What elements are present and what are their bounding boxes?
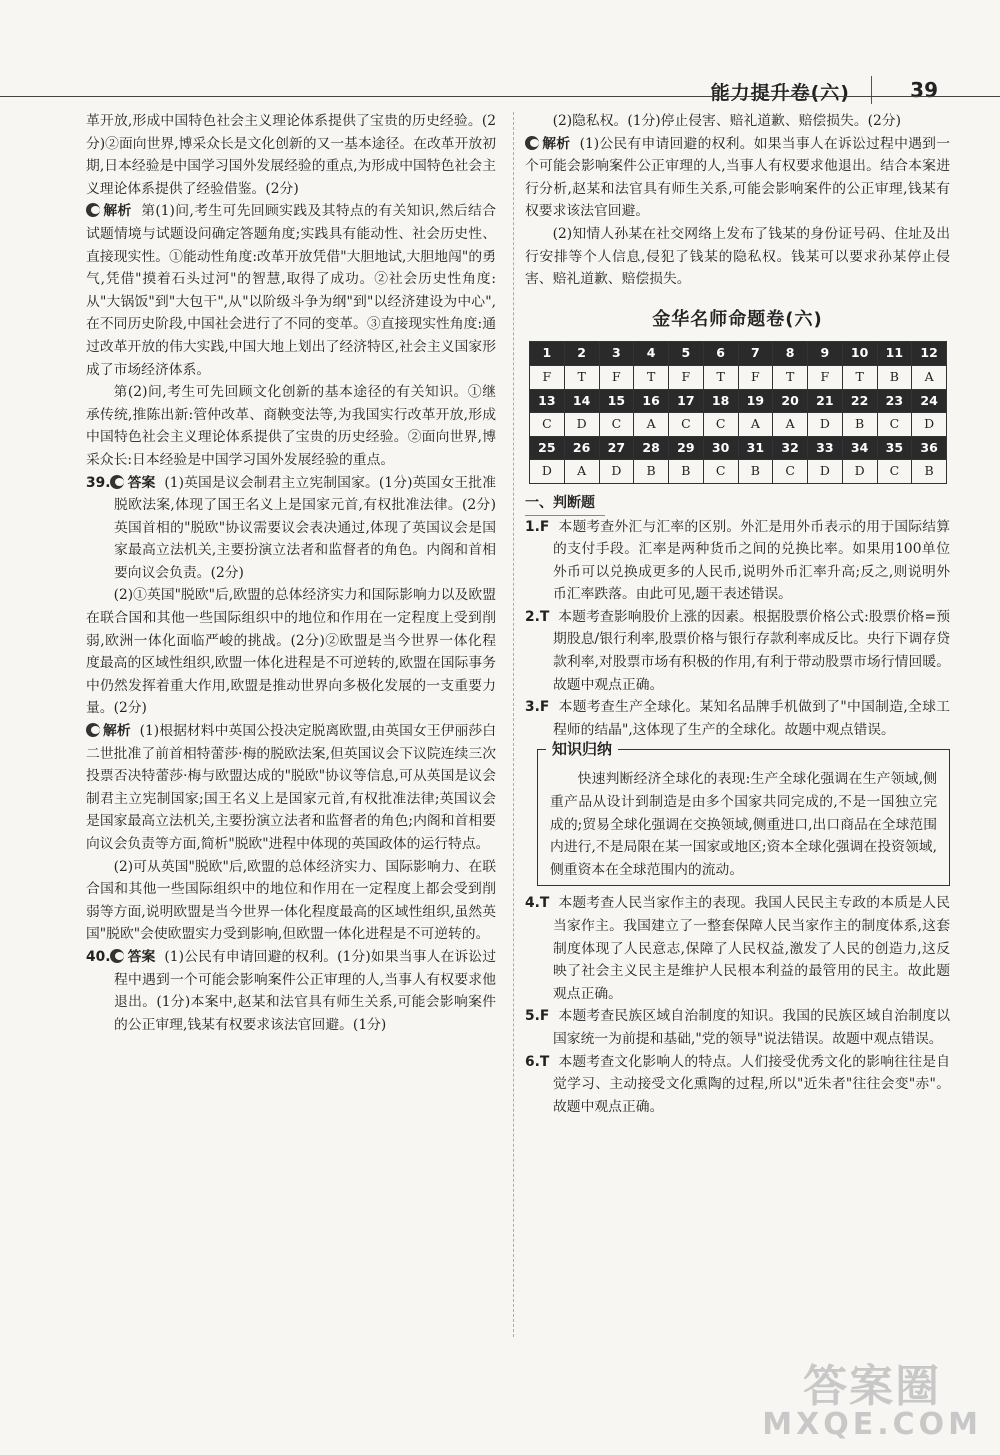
question-39-analysis-1: (1)根据材料中英国公投决定脱离欧盟,由英国女王伊丽莎白二世批准了前首相特蕾莎·梅的脱欧法案,但英国议会下议院连续三次投票否决特蕾莎·梅与欧盟达成的"脱欧"协议等信息,可从英国是议会制君主立宪制国家;国王名义上是国家元首,有权批准法律;英国议会是国家最高立法机关,主要扮演立法者和监督者的角色;内阁和首相要向议会负责等方面,简析"脱欧"进程中体现的英国政体的运行特点。 (86, 723, 496, 852)
answer-key-value: C (599, 413, 634, 437)
answer-key-value: T (564, 365, 599, 389)
answer-key-value: A (912, 365, 947, 389)
answer-key-value: B (912, 460, 947, 484)
answer-key-number: 3 (599, 342, 634, 366)
answer-key-number: 22 (842, 389, 877, 413)
answer-key-value: B (669, 460, 704, 484)
knowledge-summary-box (537, 740, 950, 886)
answer-key-value: T (773, 365, 808, 389)
answer-key-value: A (634, 413, 669, 437)
analysis-icon (86, 203, 100, 217)
item-6 (525, 1051, 950, 1119)
question-39-analysis-2: (2)可从英国"脱欧"后,欧盟的总体经济实力、国际影响力、在联合国和其他一些国际组织中的地位和作用在一定程度上都会受到削弱等方面,说明欧盟是当今世界一体化程度最高的区域性组织,虽然英国"脱欧"会使欧盟实力受到影响,但欧盟一体化进程是不可逆转的。 (86, 858, 496, 943)
answer-key-value: D (599, 460, 634, 484)
answer-key-number: 17 (669, 389, 704, 413)
answer-key-value: T (634, 365, 669, 389)
knowledge-summary-text: 快速判断经济全球化的表现:生产全球化强调在生产领域,侧重产品从设计到制造是由多个国家共同完成的,不是一国独立完成的;贸易全球化强调在交换领域,侧重进口,出口商品在全球范围内进行,不是局限在某一国家或地区;资本全球化强调在投资领域,侧重资本在全球范围内的流动。 (550, 771, 937, 878)
answer-key-value: F (669, 365, 704, 389)
item-2-number: 2.T (525, 608, 550, 625)
answer-key-value: C (530, 413, 565, 437)
item-4 (525, 892, 950, 1005)
question-40-number: 40. (86, 948, 111, 965)
answer-tag: 答案 (127, 474, 156, 491)
answer-key-value: F (599, 365, 634, 389)
running-header-title: 能力提升卷(六) (710, 82, 850, 104)
item-5-number: 5.F (525, 1008, 550, 1025)
question-40-answer (86, 946, 496, 1036)
answer-key-value: B (877, 365, 912, 389)
answer-key-number: 27 (599, 436, 634, 460)
answer-key-number: 7 (738, 342, 773, 366)
answer-tag: 答案 (127, 948, 156, 965)
page-number: 39 (910, 78, 938, 102)
answer-key-number: 32 (773, 436, 808, 460)
answer-key-number: 5 (669, 342, 704, 366)
item-2-text: 本题考查影响股价上涨的因素。根据股票价格公式:股票价格=预期股息/银行利率,股票价格与银行存款利率成反比。央行下调存贷款利率,对股票市场有积极的作用,有利于带动股票市场行情回暖。故题中观点正确。 (553, 608, 950, 693)
answer-key-number: 14 (564, 389, 599, 413)
answer-key-table (529, 341, 947, 484)
answer-key-number: 18 (703, 389, 738, 413)
item-1 (525, 516, 950, 606)
question-40-analysis (525, 133, 950, 223)
item-5 (525, 1005, 950, 1050)
question-40-answer-2: (2)隐私权。(1分)停止侵害、赔礼道歉、赔偿损失。(2分) (552, 113, 901, 129)
answer-key-number: 20 (773, 389, 808, 413)
answer-key-value: C (669, 413, 704, 437)
answer-key-number: 33 (808, 436, 843, 460)
answer-key-value: D (564, 413, 599, 437)
answer-key-number: 9 (808, 342, 843, 366)
answer-key-value: C (877, 460, 912, 484)
section-subheading: 一、判断题 (525, 492, 605, 516)
answer-key-number: 2 (564, 342, 599, 366)
header-rule (0, 96, 1000, 97)
answer-key-value: T (703, 365, 738, 389)
answer-key-number: 8 (773, 342, 808, 366)
answer-key-value: F (738, 365, 773, 389)
answer-key-number: 12 (912, 342, 947, 366)
answer-key-number: 15 (599, 389, 634, 413)
analysis-paragraph-2: 第(2)问,考生可先回顾文化创新的基本途径的有关知识。①继承传统,推陈出新:管仲改革、商鞅变法等,为我国实行改革开放,形成中国特色社会主义理论体系提供了宝贵的历史经验。②面向世界,博采众长:日本经验是中国学习国外发展经验的重点。 (86, 384, 496, 468)
question-40-analysis-1: (1)公民有申请回避的权利。如果当事人在诉讼过程中遇到一个可能会影响案件公正审理的人,当事人有权要求他退出。结合本案进行分析,赵某和法官具有师生关系,可能会影响案件的公正审理,钱某有权要求该法官回避。 (525, 135, 950, 220)
answer-key-number: 30 (703, 436, 738, 460)
right-column (525, 110, 950, 1118)
answer-key-value: B (634, 460, 669, 484)
analysis-icon (86, 723, 100, 737)
item-1-number: 1.F (525, 518, 550, 535)
question-40-analysis-2: (2)知情人孙某在社交网络上发布了钱某的身份证号码、住址及出行安排等个人信息,侵犯了钱某的隐私权。钱某可以要求孙某停止侵害、赔礼道歉、赔偿损失。 (525, 225, 950, 288)
answer-key-number: 28 (634, 436, 669, 460)
answer-key-value: T (842, 365, 877, 389)
question-39-answer-1: (1)英国是议会制君主立宪制国家。(1分)英国女王批准脱欧法案,体现了国王名义上是国家元首,有权批准法律。(2分)英国首相的"脱欧"协议需要议会表决通过,体现了英国议会是国家最高立法机关,主要扮演立法者和监督者的角色。内阁和首相要向议会负责。(2分) (114, 474, 496, 581)
answer-icon (110, 949, 124, 963)
answer-key-value: D (530, 460, 565, 484)
answer-key-number: 23 (877, 389, 912, 413)
analysis-text: 第(1)问,考生可先回顾实践及其特点的有关知识,然后结合试题情境与试题设问确定答题角度;实践具有能动性、社会历史性、直接现实性。①能动性角度:改革开放凭借"大胆地试,大胆地闯"的勇气,凭借"摸着石头过河"的智慧,取得了成功。②社会历史性角度:从"大锅饭"到"大包干",从"以阶级斗争为纲"到"以经济建设为中心",在不同历史阶段,中国社会进行了不同的变革。③直接现实性角度:通过改革开放的伟大实践,中国大地上划出了经济特区,社会主义国家形成了市场经济体系。 (86, 203, 497, 378)
analysis-icon (525, 136, 539, 150)
item-1-text: 本题考查外汇与汇率的区别。外汇是用外币表示的用于国际结算的支付手段。汇率是两种货币之间的兑换比率。如果用100单位外币可以兑换成更多的人民币,说明外币汇率升高;反之,则说明外币汇率跌落。由此可见,题干表述错误。 (553, 518, 951, 603)
analysis-tag: 解析 (103, 203, 132, 220)
analysis-paragraph (86, 200, 496, 381)
question-39-analysis (86, 720, 496, 856)
answer-key-value: B (842, 413, 877, 437)
answer-key-number: 4 (634, 342, 669, 366)
answer-key-number: 31 (738, 436, 773, 460)
answer-key-value: C (703, 460, 738, 484)
answer-key-number: 24 (912, 389, 947, 413)
analysis-tag: 解析 (542, 135, 571, 152)
answer-key-value: A (773, 413, 808, 437)
answer-icon (110, 475, 124, 489)
answer-key-value: B (738, 460, 773, 484)
answer-key-number: 16 (634, 389, 669, 413)
item-3-text: 本题考查生产全球化。某知名品牌手机做到了"中国制造,全球工程师的结晶",这体现了生产的全球化。故题中观点错误。 (553, 699, 950, 738)
answer-key-number: 25 (530, 436, 565, 460)
answer-key-value: F (530, 365, 565, 389)
answer-key-number: 21 (808, 389, 843, 413)
answer-key-value: D (842, 460, 877, 484)
item-4-text: 本题考查人民当家作主的表现。我国人民民主专政的本质是人民当家作主。我国建立了一整套保障人民当家作主的制度体系,这套制度体现了人民意志,保障了人民权益,激发了人民的创造力,这反映了社会主义民主是维护人民根本利益的最管用的民主。故此题观点正确。 (553, 895, 950, 1002)
answer-key-number: 34 (842, 436, 877, 460)
watermark-line-1: 答案圈 (803, 1361, 942, 1412)
item-2 (525, 606, 950, 696)
answer-key-number: 11 (877, 342, 912, 366)
item-4-number: 4.T (525, 895, 550, 912)
answer-key-number: 10 (842, 342, 877, 366)
column-divider (513, 112, 514, 1337)
answer-key-number: 35 (877, 436, 912, 460)
answer-key-number: 13 (530, 389, 565, 413)
section-title: 金华名师命题卷(六) (652, 308, 823, 330)
answer-key-value: C (703, 413, 738, 437)
answer-key-value: D (912, 413, 947, 437)
item-3 (525, 696, 950, 741)
watermark-logo (762, 1361, 982, 1442)
left-column (86, 110, 496, 1036)
analysis-tag: 解析 (103, 723, 131, 740)
answer-key-value: C (773, 460, 808, 484)
answer-key-number: 26 (564, 436, 599, 460)
answer-key-number: 1 (530, 342, 565, 366)
item-3-number: 3.F (525, 699, 550, 716)
question-39-answer (86, 472, 496, 585)
answer-key-number: 36 (912, 436, 947, 460)
answer-key-value: A (738, 413, 773, 437)
item-5-text: 本题考查民族区域自治制度的知识。我国的民族区域自治制度以国家统一为前提和基础,"党的领导"说法错误。故题中观点错误。 (553, 1008, 951, 1047)
answer-key-value: A (564, 460, 599, 484)
watermark-line-2: MXQE.COM (762, 1407, 982, 1442)
header-separator (871, 76, 872, 104)
answer-key-value: D (808, 460, 843, 484)
knowledge-summary-title: 知识归纳 (546, 738, 618, 761)
answer-key-value: F (808, 365, 843, 389)
question-40-answer-1: (1)公民有申请回避的权利。(1分)如果当事人在诉讼过程中遇到一个可能会影响案件公正审理的人,当事人有权要求他退出。(1分)本案中,赵某和法官具有师生关系,可能会影响案件的公正审理,钱某有权要求该法官回避。(1分) (114, 948, 496, 1033)
question-39-number: 39. (86, 474, 111, 491)
answer-continuation: 革开放,形成中国特色社会主义理论体系提供了宝贵的历史经验。(2分)②面向世界,博采众长是文化创新的又一基本途径。在改革开放初期,日本经验是中国学习国外发展经验的重点,为形成中国特色社会主义理论体系提供了经验借鉴。(2分) (86, 113, 496, 197)
answer-key-value: D (808, 413, 843, 437)
answer-key-number: 29 (669, 436, 704, 460)
answer-key-value: C (877, 413, 912, 437)
answer-key-number: 6 (703, 342, 738, 366)
question-39-answer-2: (2)①英国"脱欧"后,欧盟的总体经济实力和国际影响力以及欧盟在联合国和其他一些国际组织中的地位和作用在一定程度上受到削弱,欧洲一体化面临严峻的挑战。(2分)②欧盟是当今世界一体化程度最高的区域性组织,欧盟一体化进程是不可逆转的,欧盟在国际事务中仍然发挥着重大作用,欧盟是推动世界向多极化发展的一支重要力量。(2分) (86, 587, 496, 717)
item-6-number: 6.T (525, 1053, 550, 1070)
answer-key-number: 19 (738, 389, 773, 413)
item-6-text: 本题考查文化影响人的特点。人们接受优秀文化的影响往往是自觉学习、主动接受文化熏陶的过程,所以"近朱者"往往会变"赤"。故题中观点正确。 (553, 1053, 950, 1115)
